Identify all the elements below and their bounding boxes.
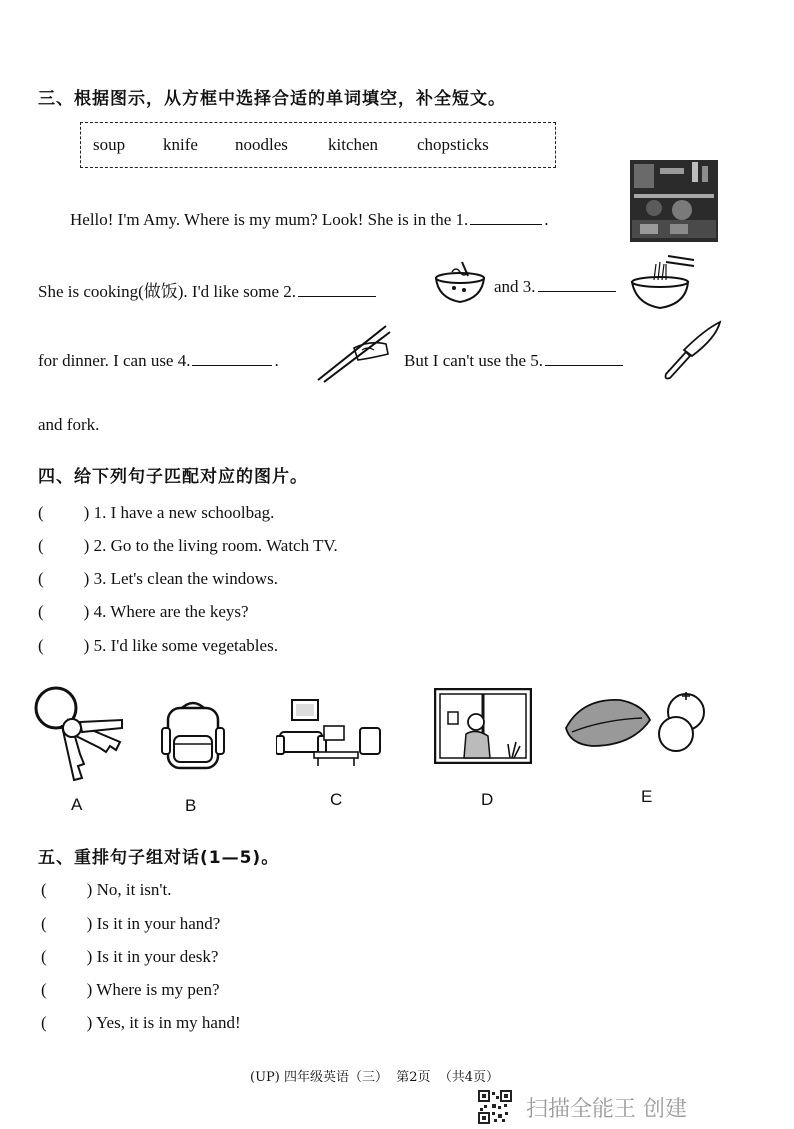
- word-box: [80, 122, 556, 168]
- section3-heading: 三、根据图示，从方框中选择合适的单词填空，补全短文。: [38, 89, 506, 109]
- line2-text-a: She is cooking(做饭). I'd like some 2.: [38, 282, 297, 301]
- line3-text-a-end: .: [274, 351, 279, 370]
- blank-5[interactable]: [545, 364, 623, 366]
- match-item-2: [38, 536, 338, 556]
- line3-text-b: But I can't use the 5.: [404, 351, 544, 370]
- line2-text-b: and 3.: [494, 277, 536, 296]
- passage-line-1: [70, 210, 549, 230]
- paren-close: ): [83, 602, 90, 621]
- paren-open[interactable]: (: [38, 569, 44, 588]
- dialog-item-5: [41, 1013, 241, 1033]
- paren-close: ): [83, 503, 90, 522]
- paren-close: ): [86, 914, 93, 933]
- passage-line-2b: [494, 277, 618, 297]
- picture-label-a: A: [71, 795, 83, 814]
- paren-open[interactable]: (: [38, 602, 44, 621]
- picture-label-d: D: [481, 790, 494, 809]
- paren-close: ): [86, 947, 93, 966]
- line3-text-a: for dinner. I can use 4.: [38, 351, 191, 370]
- blank-4[interactable]: [192, 364, 272, 366]
- word-kitchen: kitchen: [328, 135, 379, 154]
- paren-close: ): [86, 980, 93, 999]
- passage-line-3: [38, 351, 279, 371]
- blank-2[interactable]: [298, 295, 376, 297]
- soup-bowl-picture: [432, 258, 488, 304]
- match-text: 3. Let's clean the windows.: [93, 569, 278, 588]
- match-text: 1. I have a new schoolbag.: [93, 503, 275, 522]
- paren-open[interactable]: (: [41, 880, 47, 899]
- paren-open[interactable]: (: [41, 947, 47, 966]
- paren-close: ): [86, 1013, 93, 1032]
- dialog-text: Where is my pen?: [96, 980, 220, 999]
- passage-line-2: [38, 277, 378, 302]
- dialog-text: Is it in your desk?: [96, 947, 219, 966]
- dialog-item-4: [41, 980, 220, 1000]
- schoolbag-picture: [160, 698, 226, 772]
- paren-open[interactable]: (: [38, 636, 44, 655]
- paren-open[interactable]: (: [41, 1013, 47, 1032]
- living-room-picture: [276, 696, 382, 768]
- passage-line-4: and fork.: [38, 415, 100, 434]
- passage-line-3b: [404, 351, 625, 371]
- word-chopsticks: chopsticks: [417, 135, 489, 154]
- keys-picture: [28, 686, 126, 784]
- paren-close: ): [86, 880, 93, 899]
- picture-label-b: B: [185, 796, 197, 815]
- match-item-5: [38, 636, 278, 656]
- kitchen-picture: [630, 160, 718, 242]
- dialog-item-3: [41, 947, 218, 967]
- match-item-3: [38, 569, 278, 589]
- line1-end: .: [544, 210, 549, 229]
- match-item-1: [38, 503, 274, 523]
- page-footer: (UP) 四年级英语（三） 第2页 （共4页）: [250, 1070, 500, 1085]
- noodles-bowl-picture: [628, 252, 698, 312]
- paren-close: ): [83, 536, 90, 555]
- dialog-text: Yes, it is in my hand!: [95, 1013, 241, 1032]
- cleaning-window-picture: [434, 688, 532, 764]
- picture-label-e: E: [641, 787, 653, 806]
- paren-open[interactable]: (: [38, 536, 44, 555]
- vegetables-picture: [562, 690, 714, 752]
- line1-text: Hello! I'm Amy. Where is my mum? Look! She is in the 1.: [70, 210, 469, 229]
- word-noodles: noodles: [235, 135, 288, 154]
- picture-label-c: C: [330, 790, 343, 809]
- watermark-text: 扫描全能王 创建: [526, 1097, 687, 1122]
- dialog-text: Is it in your hand?: [96, 914, 221, 933]
- blank-3[interactable]: [538, 290, 616, 292]
- chopsticks-picture: [314, 322, 392, 384]
- knife-picture: [660, 320, 724, 382]
- section5-heading: 五、重排句子组对话(1—5)。: [38, 848, 280, 868]
- section4-heading: 四、给下列句子匹配对应的图片。: [38, 467, 308, 487]
- paren-close: ): [83, 569, 90, 588]
- paren-close: ): [83, 636, 90, 655]
- paren-open[interactable]: (: [38, 503, 44, 522]
- match-item-4: [38, 602, 249, 622]
- match-text: 5. I'd like some vegetables.: [93, 636, 278, 655]
- dialog-item-2: [41, 914, 220, 934]
- word-soup: soup: [93, 135, 126, 154]
- dialog-text: No, it isn't.: [96, 880, 172, 899]
- qr-code-icon: [478, 1090, 512, 1124]
- match-text: 2. Go to the living room. Watch TV.: [93, 536, 338, 555]
- paren-open[interactable]: (: [41, 980, 47, 999]
- blank-1[interactable]: [470, 223, 542, 225]
- paren-open[interactable]: (: [41, 914, 47, 933]
- word-knife: knife: [163, 135, 198, 154]
- dialog-item-1: [41, 880, 171, 900]
- match-text: 4. Where are the keys?: [93, 602, 249, 621]
